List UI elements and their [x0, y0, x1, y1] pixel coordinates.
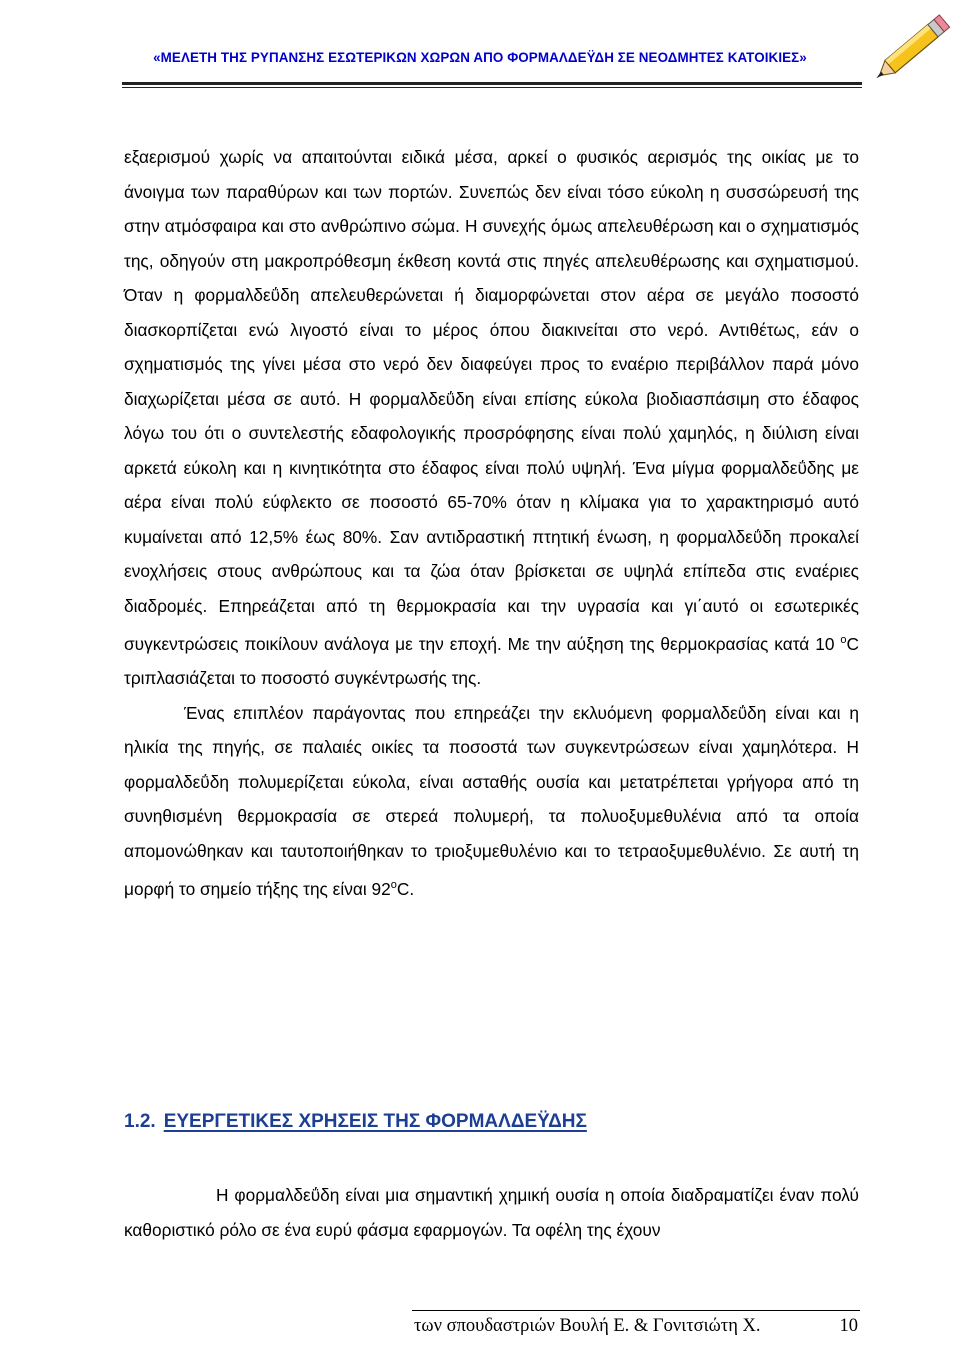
header-rule — [122, 82, 862, 85]
body-text-section — [124, 1178, 859, 1247]
footer-credit: των σπουδαστριών Βουλή Ε. & Γονιτσιώτη Χ. — [414, 1316, 761, 1336]
paragraph: Η φορμαλδεΰδη είναι μια σημαντική χημική ουσία η οποία διαδραματίζει έναν πολύ καθοριστικό ρόλο σε ένα ευρύ φάσμα εφαρμογών. Τα οφέλη της έχουν — [124, 1185, 859, 1240]
paragraph: εξαερισμού χωρίς να απαιτούνται ειδικά μέσα, αρκεί ο φυσικός αερισμός της οικίας με το άνοιγμα των παραθύρων και των πορτών. Συνεπώς δεν είναι τόσο εύκολη η συσσώρευσή της στην ατμόσφαιρα και στο ανθρώπινο σώμα. Η συνεχής όμως απελευθέρωση και ο σχηματισμός της, οδηγούν στη μακροπρόθεσμη έκθεση κοντά στις πηγές απελευθέρωσης και σχηματισμού. Όταν η φορμαλδεΰδη απελευθερώνεται ή διαμορφώνεται στον αέρα σε μεγάλο ποσοστό διασκορπίζεται ενώ λιγοστό είναι το μέρος όπου διακινείται στο νερό. Αντιθέτως, εάν ο σχηματισμός της γίνει μέσα στο νερό δεν διαφεύγει προς το εναέριο περιβάλλον παρά μόνο διαχωρίζεται μέσα σε αυτό. Η φορμαλδεΰδη είναι επίσης εύκολα βιοδιασπάσιμη στο έδαφος λόγω του ότι ο συντελεστής εδαφολογικής προσρόφησης είναι πολύ χαμηλός, η διύλιση είναι αρκετά εύκολη και η κινητικότητα στο έδαφος είναι πολύ υψηλή. Ένα μίγμα φορμαλδεΰδης με αέρα είναι πολύ εύφλεκτο σε ποσοστό 65-70% όταν η κλίμακα για το χαρακτηρισμό αυτό κυμαίνεται από 12,5% έως 80%. Σαν αντιδραστική πτητική ένωση, η φορμαλδεΰδη προκαλεί ενοχλήσεις στους ανθρώπους και τα ζώα όταν βρίσκεται σε υψηλά επίπεδα στις εναέριες διαδρομές. Επηρεάζεται από τη θερμοκρασία και την υγρασία και γι΄αυτό οι εσωτερικές συγκεντρώσεις ποικίλουν ανάλογα με την εποχή. Με την αύξηση της θερμοκρασίας κατά 10 $^o$C τριπλασιάζεται το ποσοστό συγκέντρωσής της. — [124, 147, 859, 689]
section-number: 1.2. — [124, 1111, 156, 1132]
pencil-icon — [862, 2, 958, 98]
section-title: ΕΥΕΡΓΕΤΙΚΕΣ ΧΡΗΣΕΙΣ ΤΗΣ ΦΟΡΜΑΛΔΕΫΔΗΣ — [163, 1111, 587, 1132]
section-heading — [124, 1111, 859, 1133]
paragraph: Ένας επιπλέον παράγοντας που επηρεάζει την εκλυόμενη φορμαλδεΰδη είναι και η ηλικία της πηγής, σε παλαιές οικίες τα ποσοστά των συγκεντρώσεων είναι χαμηλότερα. Η φορμαλδεΰδη πολυμερίζεται εύκολα, είναι ασταθής ουσία και μετατρέπεται γρήγορα από τη συνηθισμένη θερμοκρασία σε στερεά πολυμερή, τα πολυοξυμεθυλένια από τα οποία απομονώθηκαν και ταυτοποιήθηκαν το τριοξυμεθυλένιο και το τετραοξυμεθυλένιο. Σε αυτή τη μορφή το σημείο τήξης της είναι $92^oC$. — [124, 702, 859, 900]
page-number: 10 — [839, 1316, 858, 1336]
header-rule-thin — [122, 87, 862, 88]
body-text — [124, 140, 859, 907]
running-header-title: «ΜΕΛΕΤΗ ΤΗΣ ΡΥΠΑΝΣΗΣ ΕΣΩΤΕΡΙΚΩΝ ΧΩΡΩΝ ΑΠΟ ΦΟΡΜΑΛΔΕΫΔΗ ΣΕ ΝΕΟΔΜΗΤΕΣ ΚΑΤΟΙΚΙΕΣ» — [153, 50, 807, 65]
footer-rule — [412, 1310, 860, 1311]
